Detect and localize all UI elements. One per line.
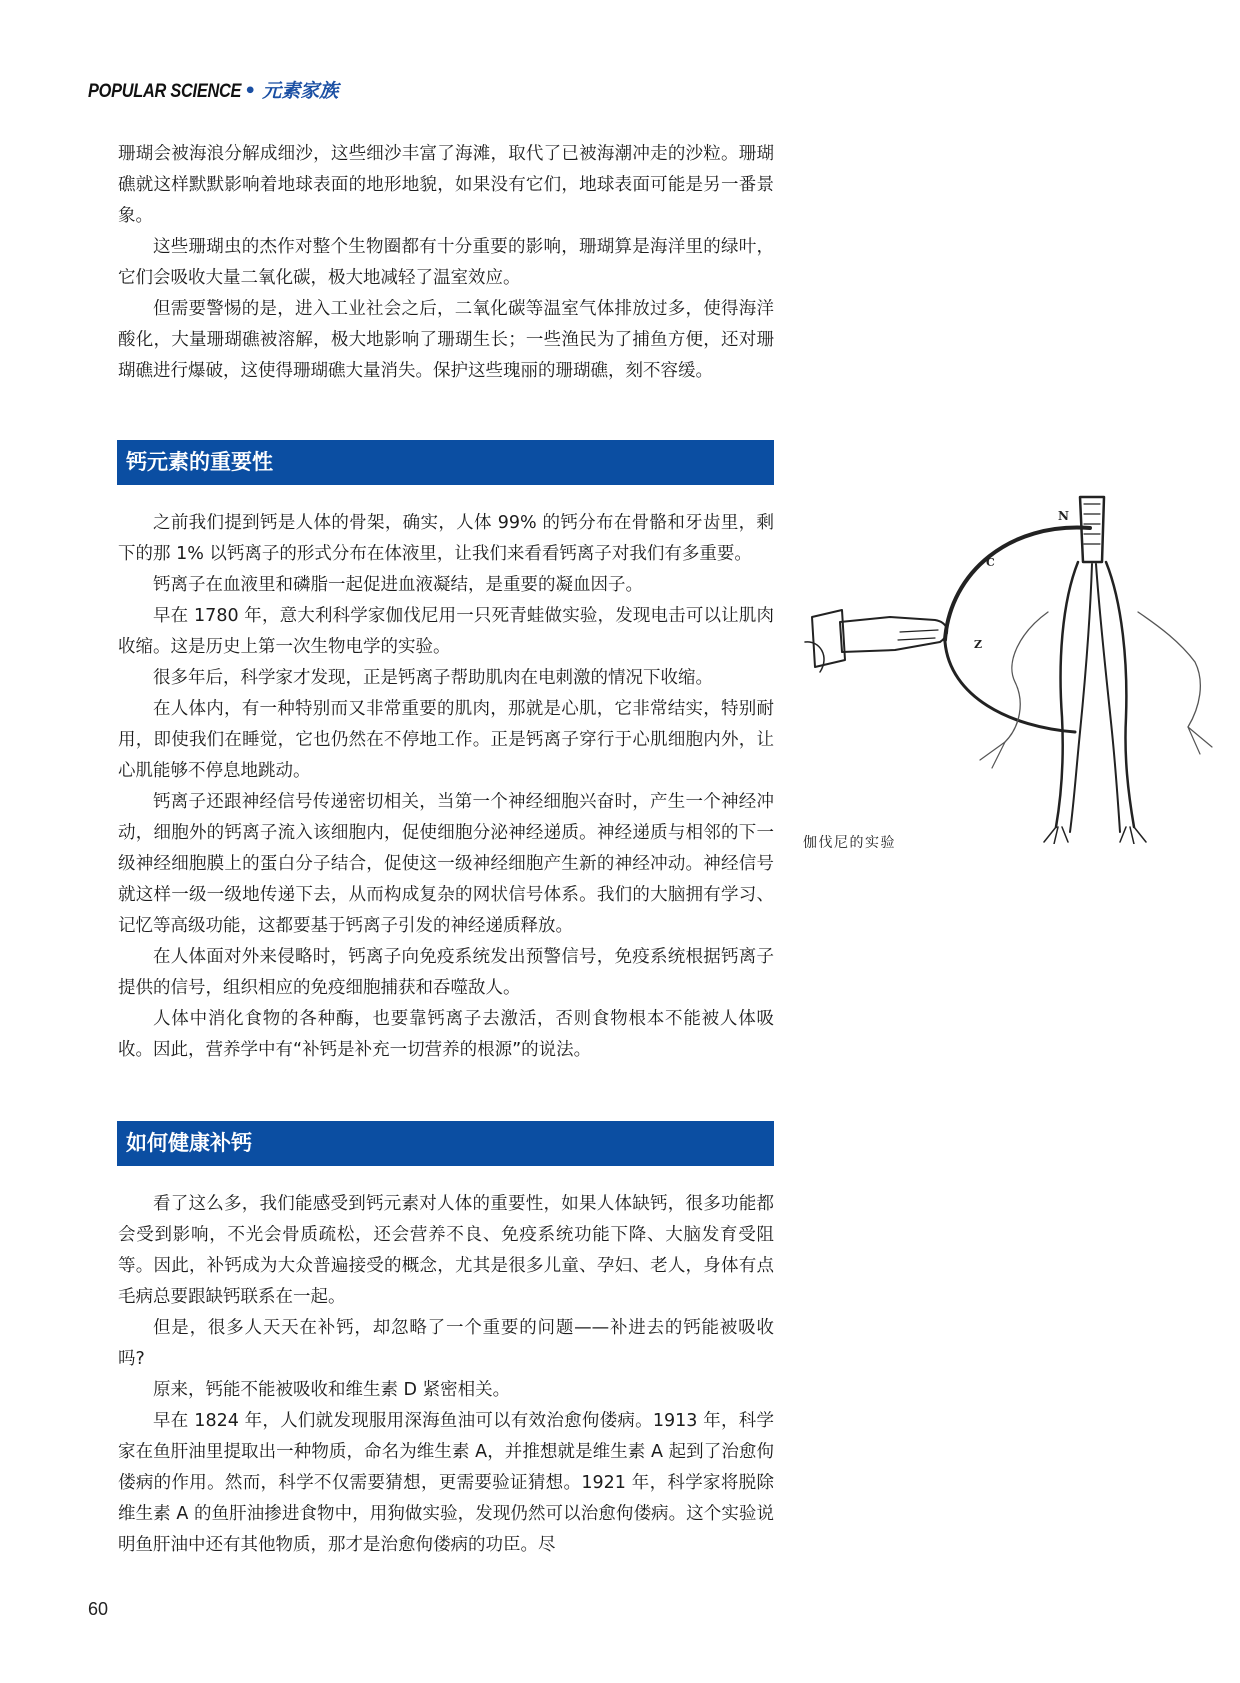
paragraph: 珊瑚会被海浪分解成细沙，这些细沙丰富了海滩，取代了已被海潮冲走的沙粒。珊瑚礁就这样默默影响着地球表面的地形地貌，如果没有它们，地球表面可能是另一番景象。 [118,144,774,226]
section2-text [118,1189,774,1561]
galvani-experiment-illustration [800,492,1225,844]
paragraph: 原来，钙能不能被吸收和维生素 D 紧密相关。 [153,1380,511,1400]
section1-text [118,508,774,1066]
paragraph: 在人体内，有一种特别而又非常重要的肌肉，那就是心肌，它非常结实，特别耐用，即使我们在睡觉，它也仍然在不停地工作。正是钙离子穿行于心肌细胞内外，让心肌能够不停息地跳动。 [118,699,774,781]
label-z: Z [974,638,983,651]
paragraph: 人体中消化食物的各种酶，也要靠钙离子去激活，否则食物根本不能被人体吸收。因此，营养学中有“补钙是补充一切营养的根源”的说法。 [118,1009,774,1060]
label-c: C [986,556,995,569]
running-header [88,76,338,106]
intro-text [118,139,774,387]
section-heading-calcium-importance: 钙元素的重要性 [117,440,774,485]
paragraph: 这些珊瑚虫的杰作对整个生物圈都有十分重要的影响，珊瑚算是海洋里的绿叶，它们会吸收大量二氧化碳，极大地减轻了温室效应。 [118,237,774,288]
paragraph: 钙离子还跟神经信号传递密切相关，当第一个神经细胞兴奋时，产生一个神经冲动，细胞外的钙离子流入该细胞内，促使细胞分泌神经递质。神经递质与相邻的下一级神经细胞膜上的蛋白分子结合，促使这一级神经细胞产生新的神经冲动。神经信号就这样一级一级地传递下去，从而构成复杂的网状信号体系。我们的大脑拥有学习、记忆等高级功能，这都要基于钙离子引发的神经递质释放。 [118,792,774,936]
paragraph: 但需要警惕的是，进入工业社会之后，二氧化碳等温室气体排放过多，使得海洋酸化，大量珊瑚礁被溶解，极大地影响了珊瑚生长；一些渔民为了捕鱼方便，还对珊瑚礁进行爆破，这使得珊瑚礁大量消失。保护这些瑰丽的珊瑚礁，刻不容缓。 [118,299,774,381]
section-heading-healthy-calcium: 如何健康补钙 [117,1121,774,1166]
frog-legs-experiment-icon [800,492,1225,844]
paragraph: 看了这么多，我们能感受到钙元素对人体的重要性，如果人体缺钙，很多功能都会受到影响，不光会骨质疏松，还会营养不良、免疫系统功能下降、大脑发育受阻等。因此，补钙成为大众普遍接受的概念，尤其是很多儿童、孕妇、老人，身体有点毛病总要跟缺钙联系在一起。 [118,1194,774,1307]
paragraph: 钙离子在血液里和磷脂一起促进血液凝结，是重要的凝血因子。 [153,575,643,595]
header-separator: • [244,80,257,102]
paragraph: 很多年后，科学家才发现，正是钙离子帮助肌肉在电刺激的情况下收缩。 [153,668,713,688]
header-section-name: 元素家族 [262,80,339,102]
paragraph: 早在 1824 年，人们就发现服用深海鱼油可以有效治愈佝偻病。1913 年，科学家在鱼肝油里提取出一种物质，命名为维生素 A，并推想就是维生素 A 起到了治愈佝偻病的作用。然而，科学不仅需要猜想，更需要验证猜想。1921 年，科学家将脱除维生素 A 的鱼肝油掺进食物中，用狗做实验，发现仍然可以治愈佝偻病。这个实验说明鱼肝油中还有其他物质，那才是治愈佝偻病的功臣。尽 [118,1411,774,1555]
paragraph: 之前我们提到钙是人体的骨架，确实，人体 99% 的钙分布在骨骼和牙齿里，剩下的那 1% 以钙离子的形式分布在体液里，让我们来看看钙离子对我们有多重要。 [118,513,774,564]
page-number: 60 [88,1599,109,1619]
magazine-brand: POPULAR SCIENCE [88,81,242,102]
paragraph: 在人体面对外来侵略时，钙离子向免疫系统发出预警信号，免疫系统根据钙离子提供的信号，组织相应的免疫细胞捕获和吞噬敌人。 [118,947,774,998]
paragraph: 早在 1780 年，意大利科学家伽伐尼用一只死青蛙做实验，发现电击可以让肌肉收缩。这是历史上第一次生物电学的实验。 [118,606,774,657]
figure-caption: 伽伐尼的实验 [803,835,896,851]
paragraph: 但是，很多人天天在补钙，却忽略了一个重要的问题——补进去的钙能被吸收吗? [118,1318,774,1369]
label-n: N [1058,509,1069,523]
